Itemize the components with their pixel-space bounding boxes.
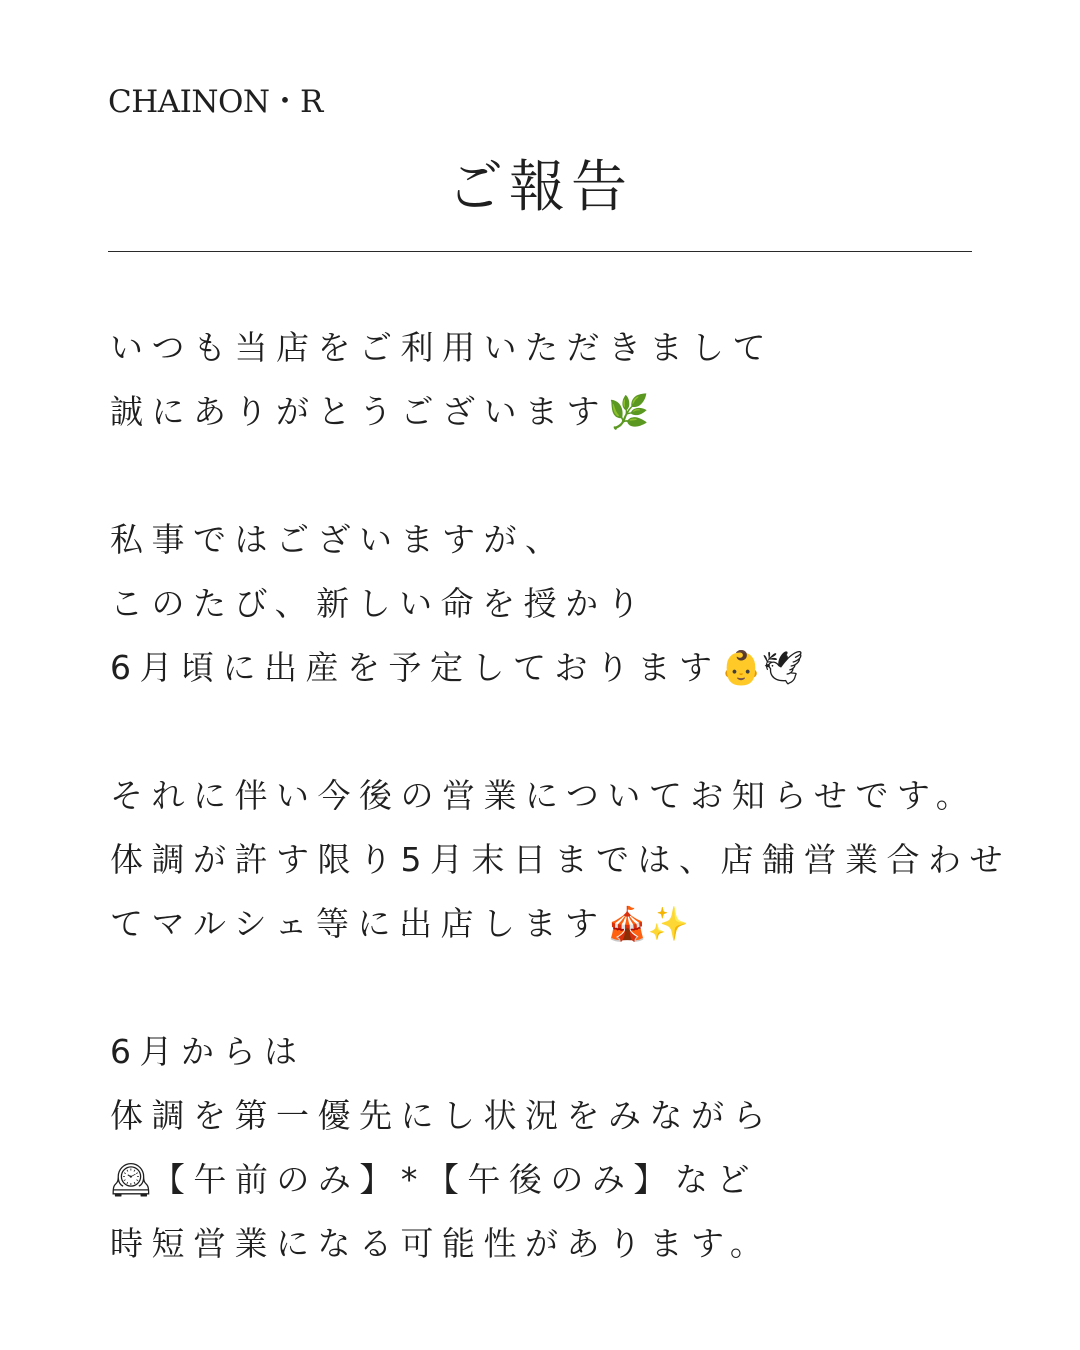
body-line: 体調を第一優先にし状況をみながら (110, 1096, 774, 1135)
paragraph-gap (110, 444, 990, 508)
body-line: 6月頃に出産を予定しております👶🕊 (110, 648, 804, 687)
paragraph-gap (110, 956, 990, 1020)
paragraph-gap (110, 700, 990, 764)
body-line: それに伴い今後の営業についてお知らせです。 (110, 776, 978, 815)
brand-name: CHAINON・R (108, 84, 323, 120)
announcement-body (110, 316, 1011, 1276)
baby-dove-icon: 👶🕊 (720, 648, 804, 687)
body-line: てマルシェ等に出店します🎪✨ (110, 904, 689, 943)
body-line: 誠にありがとうございます🌿 (110, 392, 650, 431)
leaf-icon: 🌿 (608, 392, 650, 431)
body-line: 体調が許す限り5月末日までは、店舗営業合わせ (110, 840, 1011, 879)
title-divider (108, 251, 972, 252)
clock-icon: 🕰 (110, 1160, 152, 1199)
body-line: 🕰【午前のみ】*【午後のみ】など (110, 1160, 758, 1199)
body-line: 時短営業になる可能性があります。 (110, 1224, 772, 1263)
body-line: いつも当店をご利用いただきまして (110, 328, 774, 367)
page-title: ご報告 (447, 155, 633, 220)
body-line: 私事ではございますが、 (110, 520, 567, 559)
body-line: このたび、新しい命を授かり (110, 584, 649, 623)
circus-tent-sparkles-icon: 🎪✨ (606, 904, 689, 943)
body-line: 6月からは (110, 1032, 306, 1071)
